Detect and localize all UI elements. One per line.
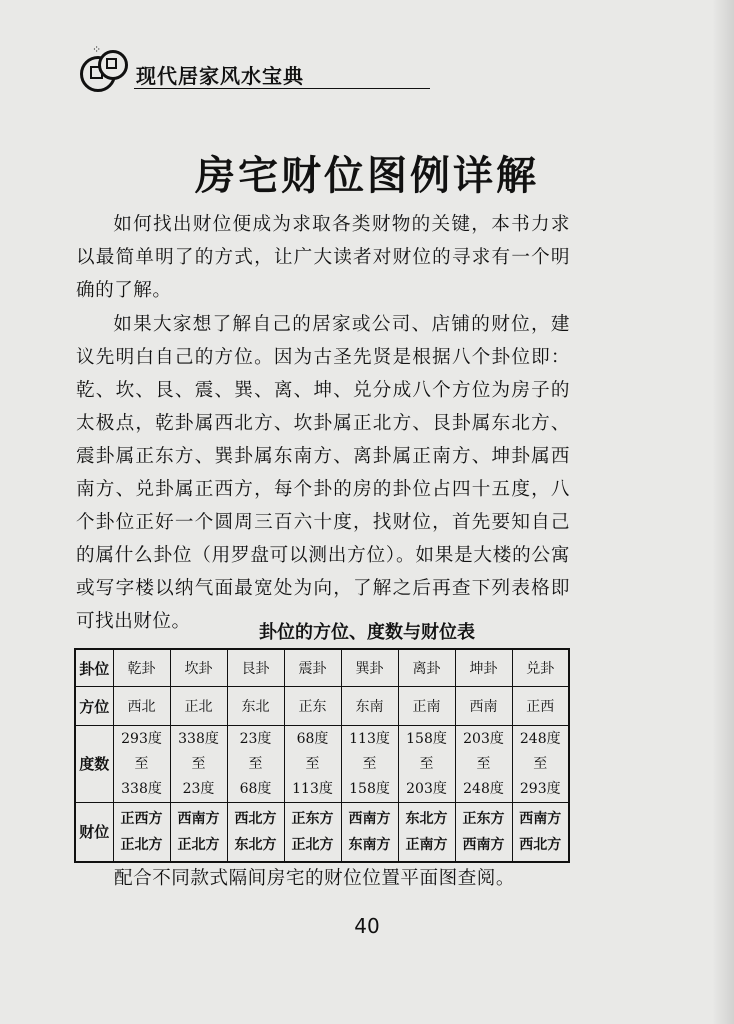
gua-wealth-table (74, 648, 570, 863)
wealth-position-1: 正东方 (462, 811, 505, 827)
table-row-direction (75, 687, 569, 726)
degree-to: 23度 (182, 780, 215, 797)
degree-to-word: 至 (248, 755, 263, 772)
degree-from: 113度 (349, 730, 390, 747)
degree-cell (227, 726, 284, 803)
degree-cell (170, 726, 227, 803)
row-label-wealth: 财位 (75, 803, 113, 863)
wealth-position-2: 东北方 (234, 837, 277, 853)
wealth-position-1: 西南方 (348, 811, 391, 827)
table-row-wealth (75, 803, 569, 863)
degree-to-word: 至 (305, 755, 320, 772)
wealth-position-1: 正东方 (291, 811, 334, 827)
wealth-position-2: 正南方 (405, 837, 448, 853)
degree-to-word: 至 (419, 755, 434, 772)
wealth-cell (341, 803, 398, 863)
gua-cell: 艮卦 (227, 649, 284, 687)
row-label-gua: 卦位 (75, 649, 113, 687)
wealth-position-2: 西南方 (462, 837, 505, 853)
degree-to: 293度 (519, 780, 561, 797)
degree-from: 158度 (406, 730, 447, 747)
degree-to-word: 至 (533, 755, 548, 772)
page-title: 房宅财位图例详解 (195, 152, 539, 199)
direction-cell: 正北 (170, 687, 227, 726)
direction-cell: 正西 (512, 687, 569, 726)
gua-cell: 震卦 (284, 649, 341, 687)
direction-cell: 正南 (398, 687, 455, 726)
wealth-position-2: 西北方 (519, 837, 562, 853)
gua-cell: 坤卦 (455, 649, 512, 687)
table-footnote: 配合不同款式隔间房宅的财位位置平面图查阅。 (114, 868, 515, 889)
degree-from: 23度 (239, 730, 272, 747)
degree-to: 338度 (121, 780, 162, 797)
wealth-cell (512, 803, 569, 863)
table-row-degrees (75, 726, 569, 803)
direction-cell: 西北 (113, 687, 170, 726)
degree-from: 338度 (178, 730, 219, 747)
wealth-cell (227, 803, 284, 863)
degree-cell (341, 726, 398, 803)
wealth-position-1: 西南方 (519, 811, 562, 827)
header-rule (134, 88, 430, 89)
row-label-direction: 方位 (75, 687, 113, 726)
degree-from: 293度 (121, 730, 162, 747)
degree-to: 248度 (463, 780, 504, 797)
degree-cell (512, 726, 569, 803)
degree-to: 113度 (292, 780, 333, 797)
degree-to: 203度 (406, 780, 447, 797)
running-header (78, 44, 430, 92)
gua-cell: 兑卦 (512, 649, 569, 687)
table-caption: 卦位的方位、度数与财位表 (259, 622, 475, 643)
gua-cell: 巽卦 (341, 649, 398, 687)
degree-to-word: 至 (362, 755, 377, 772)
wealth-position-1: 西北方 (234, 811, 277, 827)
degree-cell (455, 726, 512, 803)
wealth-cell (170, 803, 227, 863)
wealth-position-2: 正北方 (291, 837, 334, 853)
direction-cell: 西南 (455, 687, 512, 726)
gua-cell: 离卦 (398, 649, 455, 687)
coins-icon: ⁘ (78, 46, 130, 90)
degree-from: 68度 (296, 730, 329, 747)
wealth-position-1: 正西方 (120, 811, 163, 827)
wealth-cell (113, 803, 170, 863)
direction-cell: 正东 (284, 687, 341, 726)
wealth-cell (284, 803, 341, 863)
page-number: 40 (354, 914, 380, 938)
degree-cell (284, 726, 341, 803)
degree-from: 203度 (463, 730, 504, 747)
wealth-position-2: 正北方 (177, 837, 220, 853)
degree-to-word: 至 (476, 755, 491, 772)
wealth-position-1: 西南方 (177, 811, 220, 827)
degree-from: 248度 (519, 730, 561, 747)
row-label-degrees: 度数 (75, 726, 113, 803)
degree-to: 68度 (239, 780, 272, 797)
direction-cell: 东北 (227, 687, 284, 726)
gua-cell: 坎卦 (170, 649, 227, 687)
wealth-cell (398, 803, 455, 863)
wealth-position-2: 正北方 (120, 837, 163, 853)
wealth-position-1: 东北方 (405, 811, 448, 827)
degree-to: 158度 (349, 780, 390, 797)
degree-to-word: 至 (191, 755, 206, 772)
direction-cell: 东南 (341, 687, 398, 726)
degree-to-word: 至 (134, 755, 149, 772)
book-title: 现代居家风水宝典 (136, 64, 304, 88)
table-row-gua (75, 649, 569, 687)
paragraph-1: 如何找出财位便成为求取各类财物的关键，本书力求以最简单明了的方式，让广大读者对财位的寻求有一个明确的了解。 (76, 214, 570, 301)
degree-cell (113, 726, 170, 803)
paragraph-2: 如果大家想了解自己的居家或公司、店铺的财位，建议先明白自己的方位。因为古圣先贤是根据八个卦位即：乾、坎、艮、震、巽、离、坤、兑分成八个方位为房子的太极点，乾卦属西北方、坎卦属正北方、艮卦属东北方、震卦属正东方、巽卦属东南方、离卦属正南方、坤卦属西南方、兑卦属正西方，每个卦的房的卦位占四十五度，八个卦位正好一个圆周三百六十度，找财位，首先要知自己的属什么卦位（用罗盘可以测出方位）。如果是大楼的公寓或写字楼以纳气面最宽处为向，了解之后再查下列表格即可找出财位。 (76, 314, 570, 632)
wealth-cell (455, 803, 512, 863)
degree-cell (398, 726, 455, 803)
gua-cell: 乾卦 (113, 649, 170, 687)
wealth-position-2: 东南方 (348, 837, 391, 853)
